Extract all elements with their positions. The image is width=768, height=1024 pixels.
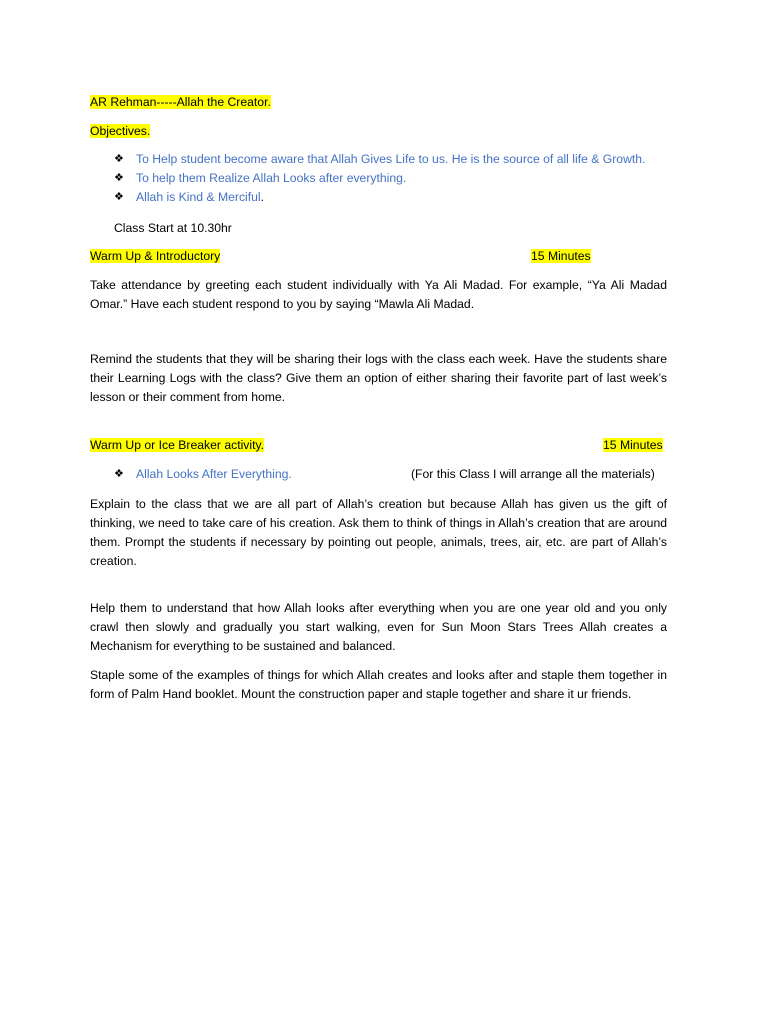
class-start-time: Class Start at 10.30hr	[114, 221, 232, 235]
section1-heading: Warm Up & Introductory	[90, 249, 221, 263]
diamond-bullet-icon: ❖	[114, 172, 124, 184]
section2-bullet: Allah Looks After Everything.	[136, 467, 292, 481]
objectives-heading: Objectives.	[90, 124, 151, 138]
section2-duration: 15 Minutes	[603, 438, 663, 452]
objective-2: To help them Realize Allah Looks after everything.	[136, 171, 407, 185]
section2-duration-line	[603, 437, 663, 453]
section1-duration-line	[531, 248, 591, 264]
title-line	[90, 94, 271, 110]
section2-paragraph-2: Help them to understand that how Allah looks after everything when you are one year old and you only crawl then slowly and gradually you start walking, even for Sun Moon Stars Trees Allah creates a Mechanism for everything to be sustained and balanced.	[90, 601, 667, 653]
section1-paragraph-2: Remind the students that they will be sharing their logs with the class each week. Have the students share their Learning Logs with the class? Give them an option of either sharing their favorite part of last week’s lesson or their comment from home.	[90, 352, 667, 404]
objective-1: To Help student become aware that Allah Gives Life to us. He is the source of all life & Growth.	[136, 152, 646, 166]
diamond-bullet-icon: ❖	[114, 191, 124, 203]
section1-duration: 15 Minutes	[531, 249, 591, 263]
materials-note: (For this Class I will arrange all the materials)	[411, 467, 655, 481]
section2-heading-line	[90, 437, 264, 453]
objective-3-suffix: .	[260, 190, 265, 204]
section1-heading-line	[90, 248, 220, 264]
section2-heading: Warm Up or Ice Breaker activity.	[90, 438, 265, 452]
objective-3-line	[136, 189, 264, 205]
section2-paragraph-3: Staple some of the examples of things for which Allah creates and looks after and staple them together in form of Palm Hand booklet. Mount the construction paper and staple together and share it ur friends.	[90, 668, 667, 701]
section1-paragraph-1: Take attendance by greeting each student individually with Ya Ali Madad. For example, “Ya Ali Madad Omar.” Have each student respond to you by saying “Mawla Ali Madad.	[90, 278, 667, 311]
section2-paragraph-1: Explain to the class that we are all part of Allah’s creation but because Allah has given us the gift of thinking, we need to take care of his creation. Ask them to think of things in Allah’s creation that are around them. Prompt the students if necessary by pointing out people, animals, trees, air, etc. are part of Allah’s creation.	[90, 497, 667, 568]
objectives-heading-line	[90, 123, 150, 139]
objective-3: Allah is Kind & Merciful	[136, 190, 261, 204]
document-title: AR Rehman-----Allah the Creator.	[90, 95, 271, 109]
diamond-bullet-icon: ❖	[114, 153, 124, 165]
diamond-bullet-icon: ❖	[114, 468, 124, 480]
